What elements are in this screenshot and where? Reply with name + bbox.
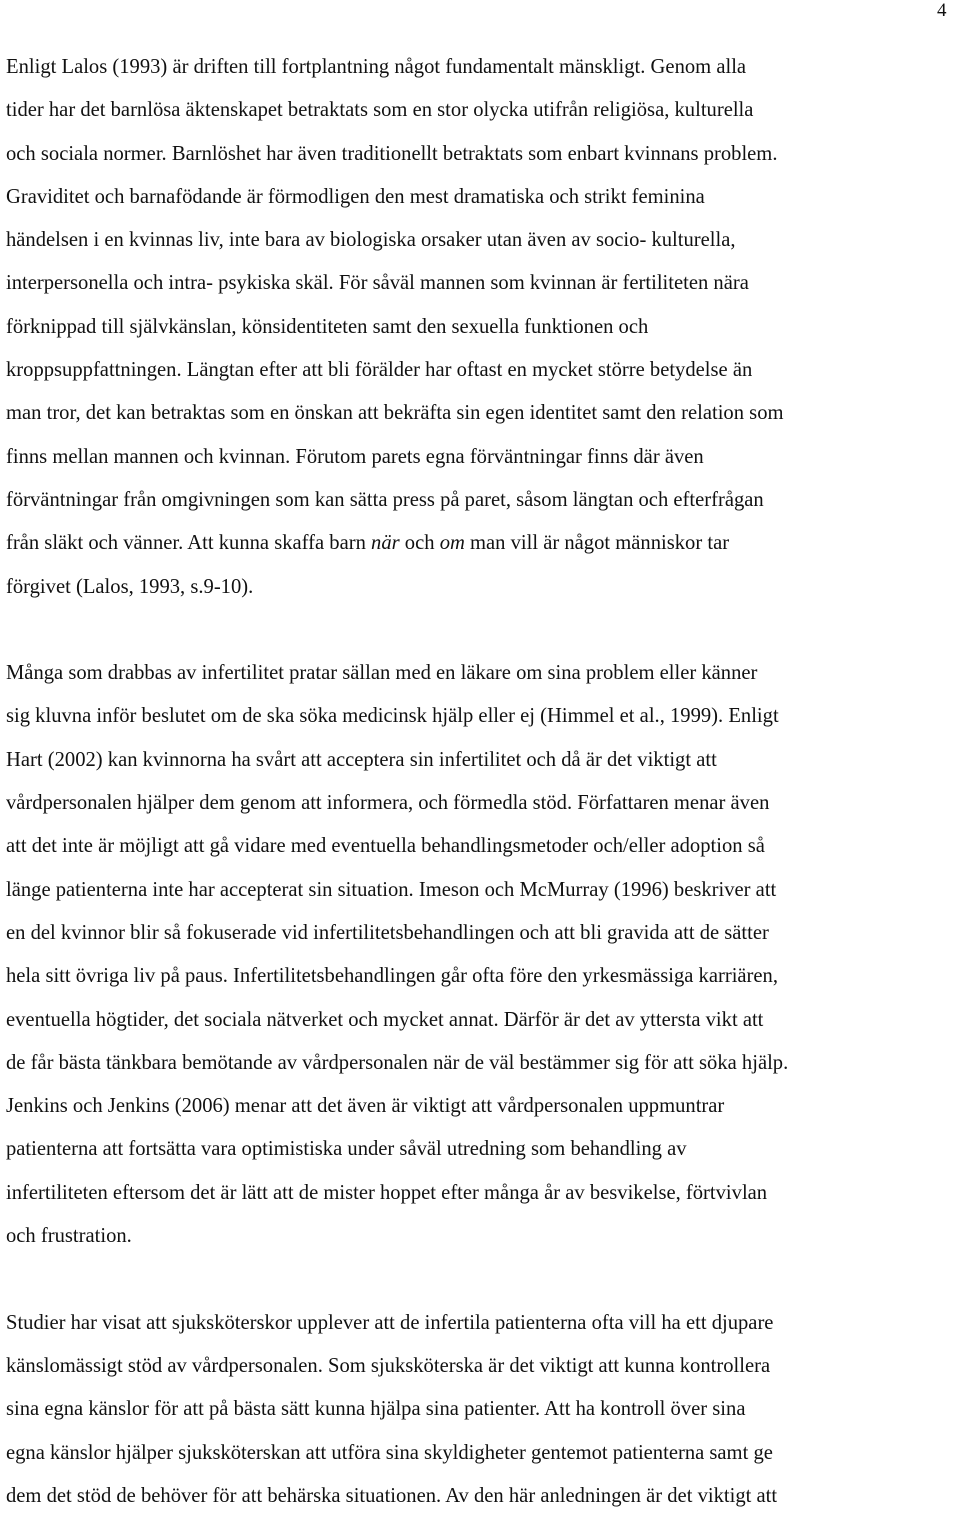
text-line: Graviditet och barnafödande är förmodligen den mest dramatiska och strikt feminina <box>6 185 705 208</box>
text-line: infertiliteten eftersom det är lätt att de mister hoppet efter många år av besvikelse, förtvivlan <box>6 1181 768 1204</box>
text-line: händelsen i en kvinnas liv, inte bara av biologiska orsaker utan även av socio- kulturella, <box>6 229 736 252</box>
text-line: länge patienterna inte har accepterat sin situation. Imeson och McMurray (1996) beskriver att <box>6 878 777 901</box>
text-line: patienterna att fortsätta vara optimistiska under såväl utredning som behandling av <box>6 1138 687 1161</box>
text-segment: och <box>399 532 440 555</box>
text-line: Studier har visat att sjuksköterskor upplever att de infertila patienterna ofta vill ha ett djupare <box>6 1311 774 1334</box>
text-line: interpersonella och intra- psykiska skäl. För såväl mannen som kvinnan är fertiliteten nära <box>6 272 749 295</box>
paragraph-1 <box>6 46 956 609</box>
page-body <box>6 46 956 1518</box>
text-line: sig kluvna inför beslutet om de ska söka medicinsk hjälp eller ej (Himmel et al., 1999). Enligt <box>6 705 779 728</box>
text-line: en del kvinnor blir så fokuserade vid infertilitetsbehandlingen och att bli gravida att de sätter <box>6 921 769 944</box>
paragraph-gap <box>6 1258 956 1301</box>
paragraph-3 <box>6 1302 956 1518</box>
emphasis-om: om <box>439 532 465 555</box>
text-line: vårdpersonalen hjälper dem genom att informera, och förmedla stöd. Författaren menar även <box>6 792 770 815</box>
text-line: Enligt Lalos (1993) är driften till fortplantning något fundamentalt mänskligt. Genom alla <box>6 56 747 78</box>
text-line: egna känslor hjälper sjuksköterskan att utföra sina skyldigheter gentemot patienterna samt ge <box>6 1441 773 1464</box>
text-line-with-emphasis <box>6 522 956 565</box>
text-line: förknippad till självkänslan, könsidentiteten samt den sexuella funktionen och <box>6 315 649 338</box>
text-line: tider har det barnlösa äktenskapet betraktats som en stor olycka utifrån religiösa, kulturella <box>6 99 754 122</box>
text-segment: från släkt och vänner. Att kunna skaffa barn <box>6 532 372 555</box>
text-line: och sociala normer. Barnlöshet har även traditionellt betraktats som enbart kvinnans problem. <box>6 142 778 165</box>
text-line: Hart (2002) kan kvinnorna ha svårt att acceptera sin infertilitet och då är det viktigt att <box>6 748 717 771</box>
text-line: dem det stöd de behöver för att behärska situationen. Av den här anledningen är det viktigt att <box>6 1484 778 1507</box>
text-line: och frustration. <box>6 1225 132 1248</box>
paragraph-2 <box>6 652 956 1258</box>
emphasis-nar: när <box>371 532 400 555</box>
text-line: känslomässigt stöd av vårdpersonalen. Som sjuksköterska är det viktigt att kunna kontrollera <box>6 1354 771 1377</box>
text-line: de får bästa tänkbara bemötande av vårdpersonalen när de väl bestämmer sig för att söka hjälp. <box>6 1051 789 1074</box>
text-line: eventuella högtider, det sociala nätverket och mycket annat. Därför är det av yttersta vikt att <box>6 1008 764 1031</box>
text-line: förväntningar från omgivningen som kan sätta press på paret, såsom längtan och efterfrågan <box>6 488 764 511</box>
page-number: 4 <box>937 0 947 21</box>
text-line: att det inte är möjligt att gå vidare med eventuella behandlingsmetoder och/eller adoption så <box>6 835 765 858</box>
text-line: förgivet (Lalos, 1993, s.9-10). <box>6 575 254 598</box>
text-line: Många som drabbas av infertilitet pratar sällan med en läkare om sina problem eller känner <box>6 662 758 685</box>
text-segment: man vill är något människor tar <box>464 532 730 555</box>
text-line: sina egna känslor för att på bästa sätt kunna hjälpa sina patienter. Att ha kontroll över sina <box>6 1398 746 1421</box>
text-line: finns mellan mannen och kvinnan. Förutom parets egna förväntningar finns där även <box>6 445 704 468</box>
text-line: kroppsuppfattningen. Längtan efter att bli förälder har oftast en mycket större betydelse än <box>6 359 753 382</box>
text-line: Jenkins och Jenkins (2006) menar att det även är viktigt att vårdpersonalen uppmuntrar <box>6 1095 725 1118</box>
text-line: hela sitt övriga liv på paus. Infertilitetsbehandlingen går ofta före den yrkesmässiga karriären, <box>6 965 778 988</box>
paragraph-gap <box>6 609 956 652</box>
text-line: man tror, det kan betraktas som en önskan att bekräfta sin egen identitet samt den relation som <box>6 402 784 425</box>
